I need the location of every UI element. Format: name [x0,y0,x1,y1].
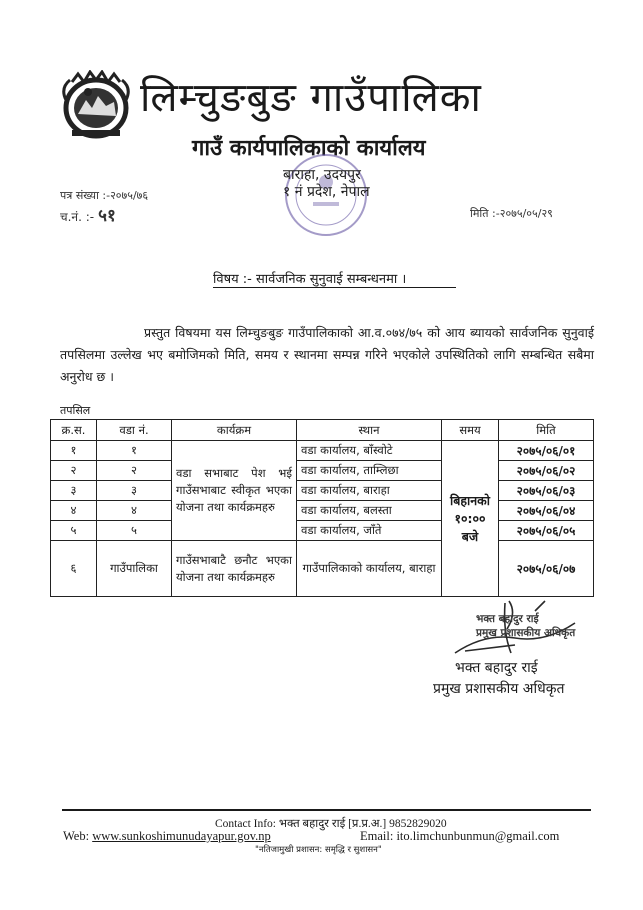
cell-date: २०७५/०६/०१ [499,441,594,461]
table-row [51,481,594,501]
footer-email[interactable]: Email: ito.limchunbunmun@gmail.com [360,829,560,843]
header-place: स्थान [297,420,442,441]
cell-sn: ६ [51,541,97,597]
header-program: कार्यक्रम [172,420,297,441]
signer-title: प्रमुख प्रशासकीय अधिकृत [433,681,565,697]
footer-motto: "नतिजामुखी प्रशासन: समृद्धि र सुशासन" [255,845,382,855]
cell-ward: २ [97,461,172,481]
cell-sn: ५ [51,521,97,541]
table-row [51,461,594,481]
stamp-name: भक्त बहादुर राई [476,613,539,625]
schedule-table [50,419,594,597]
cell-ward: ३ [97,481,172,501]
header-date: मिति [499,420,594,441]
cell-place: वडा कार्यालय, बाराहा [297,481,442,501]
signature-stamp [476,612,596,640]
dispatch-number [60,203,116,226]
office-address-line2: १ नं प्रदेश, नेपाल [283,184,370,200]
cell-date: २०७५/०६/०७ [499,541,594,597]
footer-divider [62,809,591,811]
cell-place: गाउँपालिकाको कार्यालय, बाराहा [297,541,442,597]
cell-sn: १ [51,441,97,461]
cell-ward: गाउँपालिका [97,541,172,597]
header-sn: क्र.स. [51,420,97,441]
cell-date: २०७५/०६/०३ [499,481,594,501]
dispatch-value: ५१ [98,206,116,226]
header-time: समय [442,420,499,441]
cell-program-municipality: गाउँसभाबाटै छनौट भएका योजना तथा कार्यक्रमहरु [172,541,297,597]
emblem-logo [58,70,134,142]
table-row [51,541,594,597]
cell-sn: २ [51,461,97,481]
cell-sn: ४ [51,501,97,521]
letter-body: प्रस्तुत विषयमा यस लिम्चुङबुङ गाउँपालिकाको आ.व.०७४/७५ को आय ब्यायको सार्वजनिक सुनुवाई तपसिलमा उल्लेख भए बमोजिमको मिति, समय र स्थानमा सम्पन्न गरिने भएकोले उपस्थितिको लागि सम्बन्धित सबैमा अनुरोध छ । [60,325,594,384]
web-label: Web: [63,829,90,843]
stamp-title: प्रमुख प्रशासकीय अधिकृत [476,627,576,639]
cell-time: बिहानको १०:०० बजे [442,441,499,597]
cell-sn: ३ [51,481,97,501]
cell-place: वडा कार्यालय, बलस्ता [297,501,442,521]
office-address-line1: बाराहा, उदयपुर [283,167,361,183]
footer-contact: Contact Info: भक्त बहादुर राई [प्र.प्र.अ.] 9852829020 [215,818,447,830]
signer-name: भक्त बहादुर राई [455,660,538,676]
table-row [51,501,594,521]
table-row [51,521,594,541]
cell-ward: ५ [97,521,172,541]
dispatch-label: च.नं. :- [60,210,95,224]
cell-place: वडा कार्यालय, जाँते [297,521,442,541]
table-row [51,441,594,461]
cell-program-wards: वडा सभाबाट पेश भई गाउँसभाबाट स्वीकृत भएका योजना तथा कार्यक्रमहरु [172,441,297,541]
table-caption: तपसिल [60,404,91,417]
cell-ward: ४ [97,501,172,521]
org-name: लिम्चुङबुङ गाउँपालिका [140,75,482,121]
cell-date: २०७५/०६/०२ [499,461,594,481]
cell-date: २०७५/०६/०४ [499,501,594,521]
table-header-row [51,420,594,441]
footer-web [63,829,271,844]
header-ward: वडा नं. [97,420,172,441]
cell-date: २०७५/०६/०५ [499,521,594,541]
website-link[interactable]: www.sunkoshimunudayapur.gov.np [92,829,271,843]
cell-place: वडा कार्यालय, ताम्लिछा [297,461,442,481]
office-name: गाउँ कार्यपालिकाको कार्यालय [192,136,426,161]
subject-line: विषय :- सार्वजनिक सुनुवाई सम्बन्धनमा । [213,272,407,287]
reference-number: पत्र संख्या :-२०७५/७६ [60,189,149,202]
subject-underline [213,287,456,288]
letter-date: मिति :-२०७५/०५/२९ [470,207,553,220]
cell-ward: १ [97,441,172,461]
cell-place: वडा कार्यालय, बाँस्वोटे [297,441,442,461]
